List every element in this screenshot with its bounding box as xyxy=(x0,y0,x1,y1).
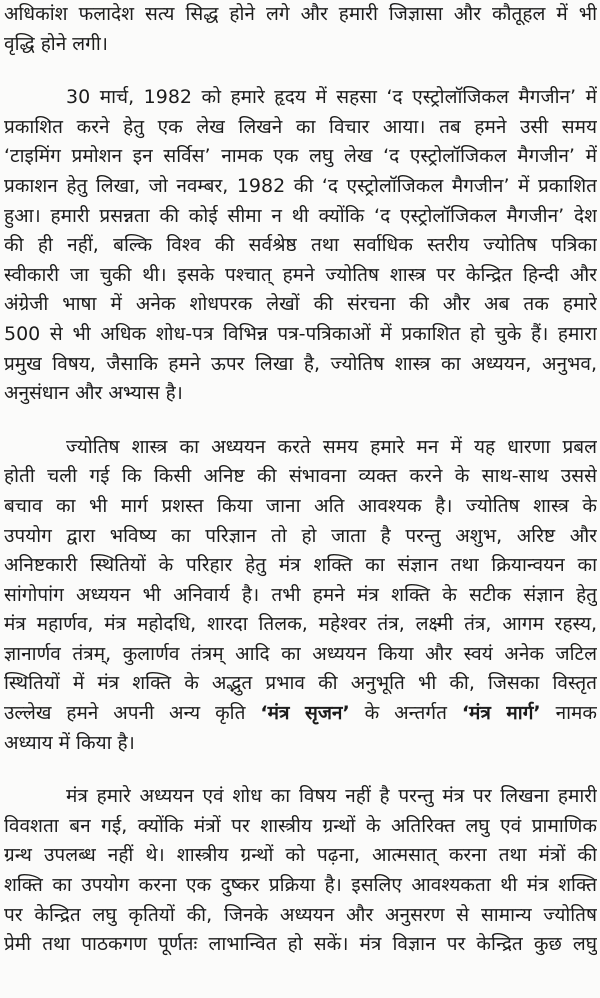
text-line: अंग्रेजी भाषा में अनेक शोधपरक लेखों की संरचना की और अब तक हमारे xyxy=(4,293,597,316)
text-line: प्रमुख विषय, जैसाकि हमने ऊपर लिखा है, ज्योतिष शास्त्र का अध्ययन, अनुभव, xyxy=(4,352,597,375)
text-line: ‘टाइमिंग प्रमोशन इन सर्विस’ नामक एक लघु लेख ‘द एस्ट्रोलॉजिकल मैगजीन’ में xyxy=(4,145,597,168)
text-line: की ही नहीं, बल्कि विश्व की सर्वश्रेष्ठ तथा सर्वाधिक स्तरीय ज्योतिष पत्रिका xyxy=(4,234,597,257)
text-segment: नामक xyxy=(540,702,597,725)
text-line: स्थितियों में मंत्र शक्ति के अद्भुत प्रभाव की अनुभूति भी की, जिसका विस्तृत xyxy=(4,672,597,695)
text-segment: के अन्तर्गत xyxy=(349,702,462,725)
text-line: 500 से भी अधिक शोध-पत्र विभिन्न पत्र-पत्रिकाओं में प्रकाशित हो चुके हैं। हमारा xyxy=(4,322,597,345)
text-line-with-titles xyxy=(4,699,597,729)
text-segment: उल्लेख हमने अपनी अन्य कृति xyxy=(4,702,261,725)
text-line: विवशता बन गई, क्योंकि मंत्रों पर शास्त्रीय ग्रन्थों के अतिरिक्त लघु एवं प्रामाणिक xyxy=(4,814,597,837)
text-line: मंत्र महार्णव, मंत्र महोदधि, शारदा तिलक, महेश्वर तंत्र, लक्ष्मी तंत्र, आगम रहस्य, xyxy=(4,613,597,636)
text-line: वृद्धि होने लगी। xyxy=(4,32,109,55)
paragraph-3 xyxy=(4,433,597,759)
text-line: अधिकांश फलादेश सत्य सिद्ध होने लगे और हमारी जिज्ञासा और कौतूहल में भी xyxy=(4,3,597,25)
text-line: प्रेमी तथा पाठकगण पूर्णतः लाभान्वित हो सकें। मंत्र विज्ञान पर केन्द्रित कुछ लघु xyxy=(4,933,597,956)
text-line: ज्योतिष शास्त्र का अध्ययन करते समय हमारे मन में यह धारणा प्रबल xyxy=(66,435,597,458)
text-line: अनिष्टकारी स्थितियों के परिहार हेतु मंत्र शक्ति का संज्ञान तथा क्रियान्वयन का xyxy=(4,554,597,577)
text-line: ग्रन्थ उपलब्ध नहीं थे। शास्त्रीय ग्रन्थों को पढ़ना, आत्मसात् करना तथा मंत्रों की xyxy=(4,844,597,867)
text-line: अध्याय में किया है। xyxy=(4,731,135,754)
text-line: बचाव का भी मार्ग प्रशस्त किया जाना अति आवश्यक है। ज्योतिष शास्त्र के xyxy=(4,494,597,517)
text-line: उपयोग द्वारा भविष्य का परिज्ञान तो हो जाता है परन्तु अशुभ, अरिष्ट और xyxy=(4,524,597,547)
paragraph-1 xyxy=(4,0,597,59)
text-line: सांगोपांग अध्ययन भी अनिवार्य है। तभी हमने मंत्र शक्ति के सटीक संज्ञान हेतु xyxy=(4,583,597,606)
text-line: 30 मार्च, 1982 को हमारे हृदय में सहसा ‘द एस्ट्रोलॉजिकल मैगजीन’ में xyxy=(66,86,597,109)
paragraph-2 xyxy=(4,83,597,409)
document-page xyxy=(4,0,597,984)
chapter-title: ‘मंत्र मार्ग’ xyxy=(461,702,541,725)
text-line: पर केन्द्रित लघु कृतियों की, जिनके अध्ययन और अनुसरण से सामान्य ज्योतिष xyxy=(4,903,597,926)
text-line: होती चली गई कि किसी अनिष्ट की संभावना व्यक्त करने के साथ-साथ उससे xyxy=(4,465,597,488)
text-line: अनुसंधान और अभ्यास है। xyxy=(4,382,183,405)
work-title: ‘मंत्र सृजन’ xyxy=(260,702,350,725)
text-line: प्रकाशित करने हेतु एक लेख लिखने का विचार आया। तब हमने उसी समय xyxy=(4,115,597,138)
text-line: मंत्र हमारे अध्ययन एवं शोध का विषय नहीं है परन्तु मंत्र पर लिखना हमारी xyxy=(66,785,597,808)
text-line: स्वीकारी जा चुकी थी। इसके पश्चात् हमने ज्योतिष शास्त्र पर केन्द्रित हिन्दी और xyxy=(4,263,597,286)
text-line: शक्ति का उपयोग करना एक दुष्कर प्रक्रिया है। इसलिए आवश्यकता थी मंत्र शक्ति xyxy=(4,874,597,897)
text-line: प्रकाशन हेतु लिखा, जो नवम्बर, 1982 की ‘द एस्ट्रोलॉजिकल मैगजीन’ में प्रकाशित xyxy=(4,174,597,197)
text-line: ज्ञानार्णव तंत्रम्, कुलार्णव तंत्रम् आदि का अध्ययन किया और स्वयं अनेक जटिल xyxy=(4,642,597,665)
paragraph-4 xyxy=(4,782,597,960)
text-line: हुआ। हमारी प्रसन्नता की कोई सीमा न थी क्योंकि ‘द एस्ट्रोलॉजिकल मैगजीन’ देश xyxy=(4,204,597,227)
